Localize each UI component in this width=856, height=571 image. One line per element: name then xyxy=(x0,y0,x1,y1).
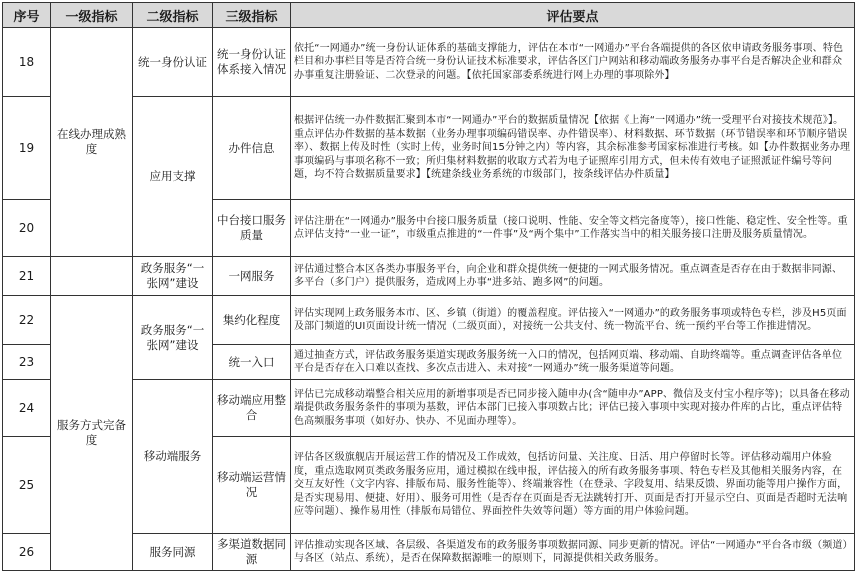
level2-indicator: 应用支撑 xyxy=(133,97,213,257)
row-number: 18 xyxy=(3,28,51,97)
row-number: 25 xyxy=(3,437,51,534)
evaluation-points: 评估各区级旗舰店开展运营工作的情况及工作成效，包括访问量、关注度、日活、用户停留时长等。评估移动端用户体验度，重点选取网页类政务服务应用，通过模拟在线申报，评估接入的所有政务服务事项、特色专栏及其他相关服务内容，在交互友好性（文字内容、排版布局、服务性能等）、终端兼容性（在登录、字段复用、结果反馈、界面功能等用户操作方面，是否实现易用、便捷、好用）、服务可用性（是否存在页面是否无法跳转打开、页面是否打开显示空白、页面是否超时无法响应等问题）、操作易用性（排版布局错位、界面控件失效等问题）等方面的用户体验问题。 xyxy=(291,437,855,534)
level3-indicator: 移动端运营情况 xyxy=(213,437,291,534)
level1-indicator: 在线办理成熟度 xyxy=(51,28,133,257)
level3-indicator: 一网服务 xyxy=(213,257,291,296)
row-number: 21 xyxy=(3,257,51,296)
row-number: 20 xyxy=(3,200,51,257)
header-level1: 一级指标 xyxy=(51,3,133,28)
evaluation-points: 依托“一网通办”统一身份认证体系的基础支撑能力，评估在本市“一网通办”平台各端提供的各区依申请政务服务事项、特色栏目和办事栏目等是否符合统一身份认证技术标准要求，评估各区门户网站和移动端政务服务办事平台是否解决企业和群众办事重复注册验证、二次登录的问题。【依托国家部委系统进行网上办理的事项除外】 xyxy=(291,28,855,97)
row-number: 26 xyxy=(3,534,51,571)
level2-indicator: 政务服务“一张网”建设 xyxy=(133,257,213,296)
header-level2: 二级指标 xyxy=(133,3,213,28)
level3-indicator: 集约化程度 xyxy=(213,296,291,345)
level3-indicator: 统一身份认证体系接入情况 xyxy=(213,28,291,97)
table-header-row xyxy=(3,3,855,28)
level2-indicator: 移动端服务 xyxy=(133,380,213,534)
evaluation-points: 通过抽查方式，评估政务服务渠道实现政务服务统一入口的情况，包括网页端、移动端、自助终端等。重点调查评估各单位平台是否存在入口难以查找、多次点击进入、未对接“一网通办”统一服务渠道等问题。 xyxy=(291,345,855,380)
table-row xyxy=(3,28,855,97)
level1-indicator: 服务方式完备度 xyxy=(51,296,133,571)
evaluation-points: 根据评估统一办件数据汇聚到本市“一网通办”平台的数据质量情况【依据《上海“一网通办”统一受理平台对接技术规范》】。重点评估办件数据的基本数据（业务办理事项编码错误率、办件错误率）、材料数据、环节数据（环节错误率和环节顺序错误率）、数据上传及时性（实时上传，业务时间15分钟之内）等内容，其余标准参考国家标准进行考核。如【办件数据业务办理事项编码与事项名称不一致；所归集材料数据的收取方式若为电子证照库引用方式，但未传有效电子证照派证件编号等问题，均不符合数据质量要求】【统建条线业务系统的市级部门，按条线评估办件质量】 xyxy=(291,97,855,200)
level2-indicator: 政务服务“一张网”建设 xyxy=(133,296,213,380)
evaluation-table xyxy=(2,2,855,571)
level3-indicator: 移动端应用整合 xyxy=(213,380,291,437)
row-number: 23 xyxy=(3,345,51,380)
level1-indicator-empty xyxy=(51,257,133,296)
level3-indicator: 统一入口 xyxy=(213,345,291,380)
level2-indicator: 服务同源 xyxy=(133,534,213,571)
row-number: 22 xyxy=(3,296,51,345)
level2-indicator: 统一身份认证 xyxy=(133,28,213,97)
table-row xyxy=(3,296,855,345)
evaluation-points: 评估已完成移动端整合相关应用的新增事项是否已同步接入随申办(含“随申办”APP、微信及支付宝小程序等)；以具备在移动端提供政务服务条件的事项为基数，评估本部门已接入事项数占比；评估已接入事项中实现对接办件库的占比，重点评估特色高频服务事项（如好办、快办、不见面办理等）。 xyxy=(291,380,855,437)
evaluation-points: 评估注册在“一网通办”服务中台接口服务质量（接口说明、性能、安全等文档完备度等），接口性能、稳定性、安全性等。重点评估支持“一业一证”，市级重点推进的“一件事”及“两个集中”工作落实当中的相关服务接口注册及服务质量情况。 xyxy=(291,200,855,257)
evaluation-points: 评估推动实现各区域、各层级、各渠道发布的政务服务事项数据同源、同步更新的情况。评估“一网通办”平台各市级（频道）与各区（站点、系统），是否在保障数据源唯一的原则下，同源提供相关政务服务。 xyxy=(291,534,855,571)
header-level3: 三级指标 xyxy=(213,3,291,28)
header-points: 评估要点 xyxy=(291,3,855,28)
header-no: 序号 xyxy=(3,3,51,28)
row-number: 19 xyxy=(3,97,51,200)
evaluation-points: 评估通过整合本区各类办事服务平台，向企业和群众提供统一便捷的一网式服务情况。重点调查是否存在由于数据非同源、多平台（多门户）提供服务，造成网上办事“进多站、跑多网”的问题。 xyxy=(291,257,855,296)
table-row xyxy=(3,257,855,296)
level3-indicator: 多渠道数据同源 xyxy=(213,534,291,571)
evaluation-points: 评估实现网上政务服务本市、区、乡镇（街道）的覆盖程度。评估接入“一网通办”的政务服务事项或特色专栏，涉及H5页面及部门频道的UI页面设计统一情况（二级页面），对接统一公共支付、统一物流平台、统一预约平台等工作推进情况。 xyxy=(291,296,855,345)
level3-indicator: 中台接口服务质量 xyxy=(213,200,291,257)
level3-indicator: 办件信息 xyxy=(213,97,291,200)
row-number: 24 xyxy=(3,380,51,437)
